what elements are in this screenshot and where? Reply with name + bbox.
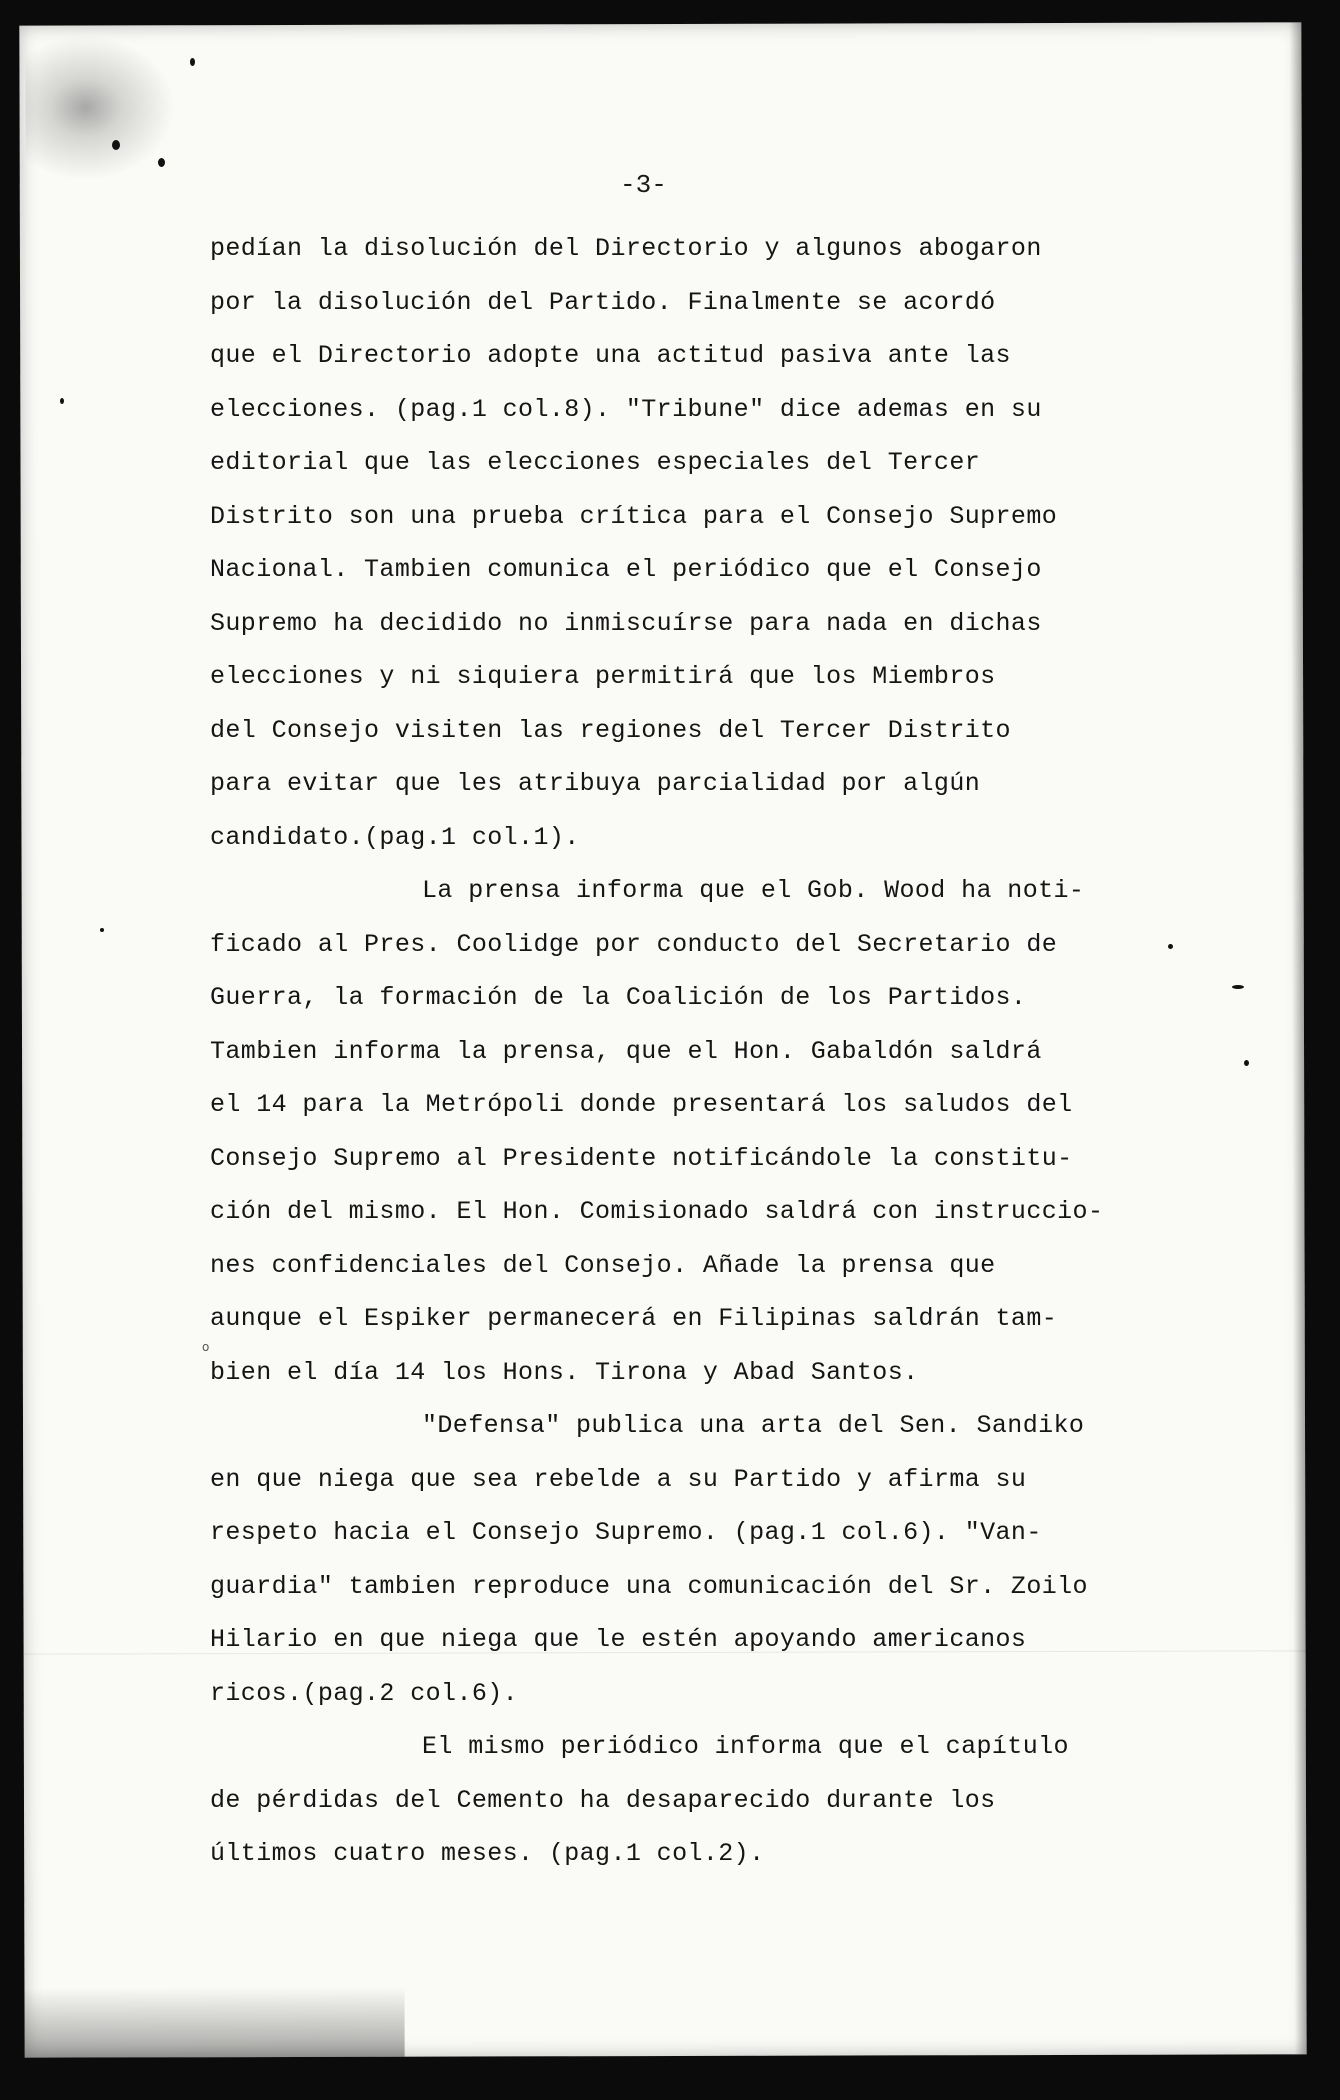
text-line: del Consejo visiten las regiones del Tercer Distrito [210,715,1011,745]
stain-bottom-left [24,1987,404,2058]
text-line: por la disolución del Partido. Finalmente se acordó [210,287,996,317]
ink-speck [190,58,195,66]
text-line: que el Directorio adopte una actitud pasiva ante las [210,341,1011,370]
text-line: últimos cuatro meses. (pag.1 col.2). [210,1839,765,1868]
text-line: Hilario en que niega que le estén apoyando americanos [210,1625,1027,1654]
text-line: elecciones. (pag.1 col.8). "Tribune" dice ademas en su [210,394,1042,424]
page-number: -3- [620,170,667,200]
text-line: ricos.(pag.2 col.6). [210,1678,519,1708]
text-line-paragraph-start: La prensa informa que el Gob. Wood ha noti- [422,876,1085,905]
text-line: Tambien informa la prensa, que el Hon. Gabaldón saldrá [210,1036,1042,1066]
ink-speck [1168,944,1173,949]
ink-speck [158,158,165,167]
text-line: ficado al Pres. Coolidge por conducto del Secretario de [210,929,1058,959]
text-line: el 14 para la Metrópoli donde presentará los saludos del [210,1090,1073,1119]
text-line: candidato.(pag.1 col.1). [210,822,580,852]
text-line: para evitar que les atribuya parcialidad por algún [210,769,981,798]
text-line: ción del mismo. El Hon. Comisionado saldrá con instruccio- [210,1197,1104,1226]
text-line: editorial que las elecciones especiales del Tercer [210,448,981,477]
page-edge-shadow [1289,22,1306,2054]
text-line-paragraph-start: "Defensa" publica una arta del Sen. Sandiko [422,1411,1085,1440]
ink-speck [1244,1060,1249,1066]
text-line: Guerra, la formación de la Coalición de los Partidos. [210,983,1027,1012]
text-line: pedían la disolución del Directorio y algunos abogaron [210,234,1042,263]
text-line: Consejo Supremo al Presidente notificándole la constitu- [210,1143,1073,1173]
ink-speck [112,140,120,150]
text-line: bien el día 14 los Hons. Tirona y Abad Santos. [210,1357,919,1387]
ink-speck [60,398,64,404]
text-line: nes confidenciales del Consejo. Añade la prensa que [210,1250,996,1280]
ink-speck [100,928,104,932]
typed-body-text [210,222,1170,1881]
text-line: en que niega que sea rebelde a su Partido y afirma su [210,1464,1027,1494]
text-line: de pérdidas del Cemento ha desaparecido durante los [210,1785,996,1815]
text-line: aunque el Espiker permanecerá en Filipinas saldrán tam- [210,1304,1058,1333]
text-line: elecciones y ni siquiera permitirá que los Miembros [210,662,996,691]
text-line: respeto hacia el Consejo Supremo. (pag.1 col.6). "Van- [210,1518,1042,1547]
ink-speck [1232,985,1244,989]
text-line: Distrito son una prueba crítica para el Consejo Supremo [210,501,1058,531]
text-line: Nacional. Tambien comunica el periódico que el Consejo [210,555,1042,584]
margin-mark: o [202,1340,210,1354]
text-line: Supremo ha decidido no inmiscuírse para nada en dichas [210,608,1042,638]
text-line-paragraph-start: El mismo periódico informa que el capítulo [422,1732,1069,1761]
text-line: guardia" tambien reproduce una comunicación del Sr. Zoilo [210,1571,1088,1601]
stain-top-left [25,31,225,222]
